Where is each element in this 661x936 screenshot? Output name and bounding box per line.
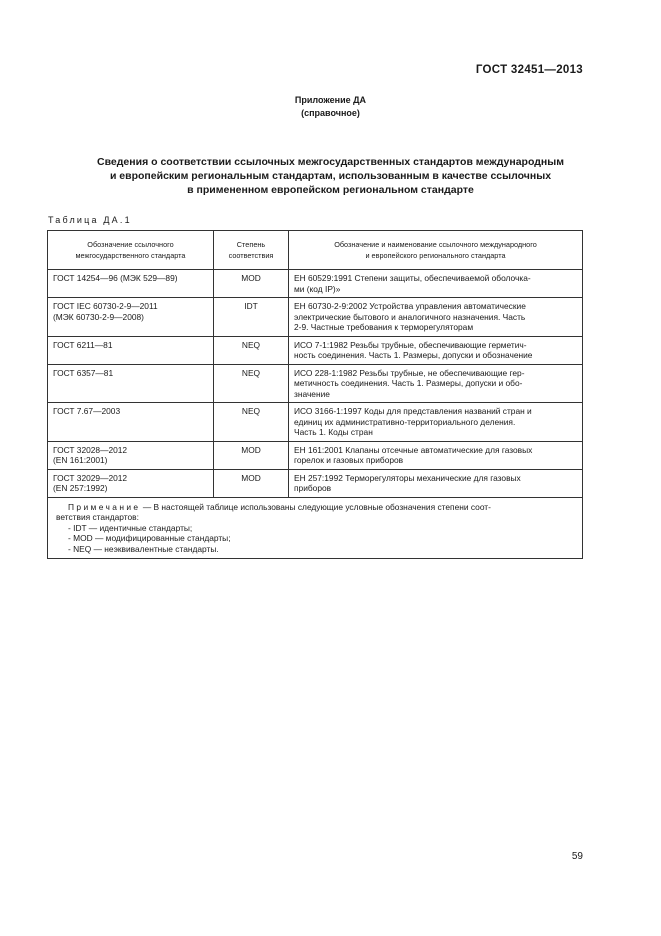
cell-standard-name: ИСО 228-1:1982 Резьбы трубные, не обеспечивающие гер- метичность соединения. Часть 1. Размеры, допуски и обо- значение bbox=[289, 364, 583, 403]
cell-degree: MOD bbox=[214, 270, 289, 298]
appendix-title: Приложение ДА bbox=[294, 95, 367, 105]
table-row bbox=[48, 403, 583, 442]
note-intro bbox=[56, 502, 576, 513]
table-row bbox=[48, 270, 583, 298]
page-number: 59 bbox=[571, 851, 583, 862]
note-item: - IDT — идентичные стандарты; bbox=[68, 522, 193, 533]
note-item: - NEQ — неэквивалентные стандарты. bbox=[68, 543, 219, 554]
appendix-subtitle: (справочное) bbox=[301, 108, 360, 118]
standards-table bbox=[47, 230, 583, 559]
table-row bbox=[48, 441, 583, 469]
column-header-degree: Степень соответствия bbox=[214, 231, 289, 270]
table-row bbox=[48, 298, 583, 337]
cell-standard-code: ГОСТ 6357—81 bbox=[48, 364, 214, 403]
cell-standard-code: ГОСТ 14254—96 (МЭК 529—89) bbox=[48, 270, 214, 298]
cell-degree: NEQ bbox=[214, 336, 289, 364]
cell-standard-code: ГОСТ 32028—2012 (EN 161:2001) bbox=[48, 441, 214, 469]
table-row bbox=[48, 364, 583, 403]
title-line: и европейским региональным стандартам, использованным в качестве ссылочных bbox=[109, 170, 552, 182]
cell-standard-name: ЕН 60730-2-9:2002 Устройства управления автоматические электрические бытового и аналогичного назначения. Часть 2-9. Частные требования к терморегуляторам bbox=[289, 298, 583, 337]
table-header-row bbox=[48, 231, 583, 270]
cell-standard-code: ГОСТ 7.67—2003 bbox=[48, 403, 214, 442]
cell-degree: MOD bbox=[214, 469, 289, 497]
appendix-heading bbox=[0, 94, 661, 120]
cell-standard-name: ЕН 60529:1991 Степени защиты, обеспечиваемой оболочка- ми (код IP)» bbox=[289, 270, 583, 298]
cell-standard-code: ГОСТ 32029—2012 (EN 257:1992) bbox=[48, 469, 214, 497]
cell-standard-name: ЕН 257:1992 Терморегуляторы механические для газовых приборов bbox=[289, 469, 583, 497]
cell-degree: MOD bbox=[214, 441, 289, 469]
cell-degree: NEQ bbox=[214, 403, 289, 442]
note-label: Примечание bbox=[68, 501, 141, 512]
table-note bbox=[48, 497, 583, 559]
table-row bbox=[48, 469, 583, 497]
document-id: ГОСТ 32451—2013 bbox=[475, 64, 583, 76]
column-header-name: Обозначение и наименование ссылочного международного и европейского регионального стандарта bbox=[289, 231, 583, 270]
main-title bbox=[60, 155, 601, 197]
note-text-line: ветствия стандартов: bbox=[56, 512, 139, 522]
cell-standard-name: ЕН 161:2001 Клапаны отсечные автоматические для газовых горелок и газовых приборов bbox=[289, 441, 583, 469]
cell-standard-code: ГОСТ IEC 60730-2-9—2011 (МЭК 60730-2-9—2008) bbox=[48, 298, 214, 337]
table-row bbox=[48, 336, 583, 364]
column-header-code: Обозначение ссылочного межгосударственного стандарта bbox=[48, 231, 214, 270]
cell-degree: IDT bbox=[214, 298, 289, 337]
title-line: Сведения о соответствии ссылочных межгосударственных стандартов международным bbox=[97, 156, 564, 168]
cell-standard-name: ИСО 7-1:1982 Резьбы трубные, обеспечивающие герметич- ность соединения. Часть 1. Размеры, допуски и обозначение bbox=[289, 336, 583, 364]
table-caption: Таблица ДА.1 bbox=[48, 215, 132, 225]
note-text-line: — В настоящей таблице использованы следующие условные обозначения степени соот- bbox=[142, 501, 491, 512]
cell-standard-code: ГОСТ 6211—81 bbox=[48, 336, 214, 364]
cell-standard-name: ИСО 3166-1:1997 Коды для представления названий стран и единиц их административно-территориального деления. Часть 1. Коды стран bbox=[289, 403, 583, 442]
note-item: - MOD — модифицированные стандарты; bbox=[68, 533, 231, 543]
title-line: в примененном европейском региональном стандарте bbox=[187, 184, 474, 196]
table-note-row bbox=[48, 497, 583, 559]
cell-degree: NEQ bbox=[214, 364, 289, 403]
